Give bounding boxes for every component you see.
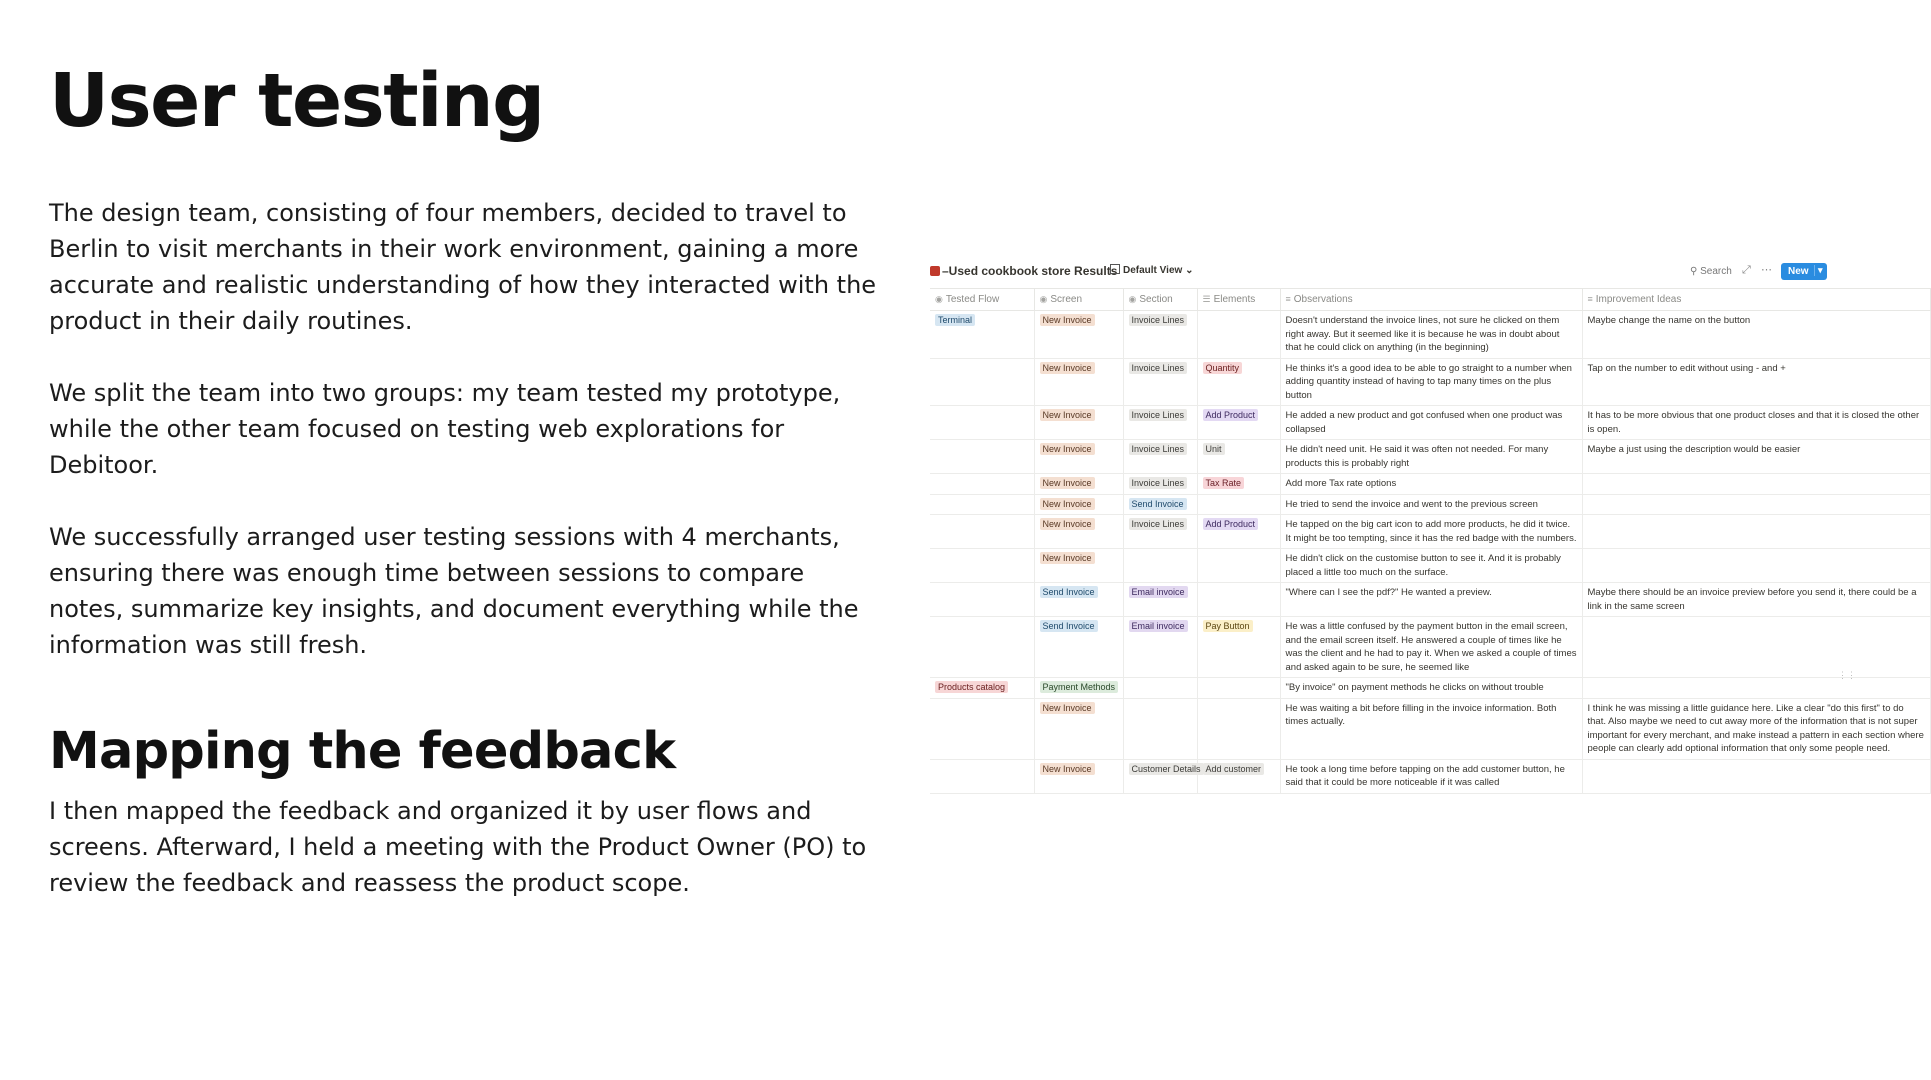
section-cell[interactable]	[1123, 759, 1201, 793]
screen-cell[interactable]	[1034, 583, 1123, 617]
select-icon: ◉	[1128, 294, 1137, 304]
column-header-screen[interactable]	[1034, 289, 1123, 311]
tested-flow-cell[interactable]	[930, 440, 1034, 474]
section-cell[interactable]	[1123, 474, 1197, 495]
screen-tag: Send Invoice	[1040, 586, 1098, 598]
section-tag: Email invoice	[1129, 586, 1188, 598]
improvement-idea-cell[interactable]	[1582, 406, 1930, 440]
table-row[interactable]	[930, 549, 1930, 583]
section-tag: Invoice Lines	[1129, 314, 1188, 326]
section-cell[interactable]	[1123, 617, 1197, 678]
screen-cell[interactable]	[1034, 311, 1123, 359]
table-row[interactable]	[930, 440, 1930, 474]
list-icon: ☰	[1202, 294, 1211, 304]
section-cell[interactable]	[1123, 515, 1197, 549]
improvement-idea-cell[interactable]	[1582, 549, 1930, 583]
new-dropdown-chevron-icon[interactable]: ▾	[1814, 265, 1823, 276]
section-subtitle: Mapping the feedback	[49, 722, 676, 781]
element-tag: Add customer	[1203, 763, 1265, 775]
observation-cell[interactable]	[1280, 617, 1582, 678]
paragraph-mapping: I then mapped the feedback and organized it by user flows and screens. Afterward, I held a meeting with the Product Owner (PO) to review the feedback and reassess the product scope.	[49, 797, 867, 897]
observation-text: He was a little confused by the payment button in the email screen, and the email screen itself. He answered a couple of times like he was the client and he had to pay it. When we asked a couple of times and asked again to be sure, he seemed like	[1285, 621, 1577, 673]
feedback-table-screenshot	[930, 258, 1924, 828]
observation-cell[interactable]	[1280, 406, 1582, 440]
paragraph-intro: The design team, consisting of four members, decided to travel to Berlin to visit merchants in their work environment, gaining a more accurate and realistic understanding of how they interacted with the product in their daily routines.	[49, 199, 877, 335]
tested-flow-cell[interactable]	[930, 494, 1034, 515]
table-row[interactable]	[930, 617, 1930, 678]
observation-text: He tapped on the big cart icon to add more products, he did it twice. It might be too tempting, since it has the red badge with the numbers.	[1285, 519, 1577, 544]
observation-cell[interactable]	[1280, 698, 1582, 759]
section-cell[interactable]	[1123, 583, 1197, 617]
observation-cell[interactable]	[1280, 759, 1582, 793]
element-tag: Tax Rate	[1203, 477, 1245, 489]
page-title: User testing	[49, 58, 544, 144]
observation-cell[interactable]	[1280, 583, 1582, 617]
section-tag: Email invoice	[1129, 620, 1188, 632]
section-cell[interactable]	[1123, 358, 1197, 406]
column-label: Observations	[1293, 294, 1353, 305]
observation-text: He didn't click on the customise button to see it. And it is probably placed a little too much on the surface.	[1285, 553, 1561, 578]
screen-cell[interactable]	[1034, 440, 1123, 474]
expand-icon[interactable]: ⤢	[1742, 264, 1751, 276]
new-button-label: New	[1788, 266, 1809, 277]
column-header-tested-flow[interactable]	[930, 289, 1034, 311]
tested-flow-tag: Terminal	[935, 314, 975, 326]
element-tag: Quantity	[1203, 362, 1243, 374]
tested-flow-cell[interactable]	[930, 474, 1034, 495]
tested-flow-cell[interactable]	[930, 583, 1034, 617]
table-row[interactable]	[930, 678, 1930, 699]
observation-text: Add more Tax rate options	[1285, 478, 1397, 489]
observation-cell[interactable]	[1280, 311, 1582, 359]
observation-text: Doesn't understand the invoice lines, not sure he clicked on them right away. But it seemed like it is because he was in doubt about that he could click on anything (in the beginning)	[1285, 315, 1560, 353]
table-row[interactable]	[930, 311, 1930, 359]
improvement-idea-cell[interactable]	[1582, 358, 1930, 406]
improvement-idea-cell[interactable]	[1582, 440, 1930, 474]
more-icon[interactable]: ⋯	[1761, 264, 1772, 276]
section-cell[interactable]	[1123, 678, 1197, 699]
search-button[interactable]	[1690, 266, 1732, 277]
screen-tag: Payment Methods	[1040, 681, 1119, 693]
column-header-elements[interactable]	[1197, 289, 1280, 311]
improvement-idea-cell[interactable]	[1582, 583, 1930, 617]
table-row[interactable]	[930, 583, 1930, 617]
improvement-idea-cell[interactable]	[1582, 698, 1930, 759]
section-tag: Send Invoice	[1129, 498, 1187, 510]
search-label: Search	[1700, 266, 1732, 277]
column-label: Elements	[1213, 294, 1256, 305]
observation-text: He added a new product and got confused when one product was collapsed	[1285, 410, 1563, 435]
paragraph-groups: We split the team into two groups: my team tested my prototype, while the other team focused on testing web explorations for Debitoor.	[49, 379, 841, 479]
element-cell[interactable]	[1197, 406, 1280, 440]
section-tag: Customer Details	[1129, 763, 1204, 775]
element-cell[interactable]	[1197, 494, 1280, 515]
improvement-idea-text: Maybe a just using the description would be easier	[1587, 444, 1801, 455]
observation-text: He didn't need unit. He said it was often not needed. For many products this is probably right	[1285, 444, 1549, 469]
observation-text: He tried to send the invoice and went to the previous screen	[1285, 498, 1538, 510]
screen-cell[interactable]	[1034, 678, 1123, 699]
screen-cell[interactable]	[1034, 358, 1123, 406]
column-label: Improvement Ideas	[1595, 294, 1682, 305]
column-label: Tested Flow	[945, 294, 1000, 305]
section-cell[interactable]	[1123, 406, 1197, 440]
improvement-idea-text: Maybe there should be an invoice preview before you send it, there could be a link in the same screen	[1587, 587, 1917, 612]
section-cell[interactable]	[1123, 311, 1197, 359]
observation-text: "Where can I see the pdf?" He wanted a preview.	[1285, 587, 1492, 598]
screen-tag: New Invoice	[1040, 552, 1095, 564]
element-cell[interactable]	[1197, 311, 1280, 359]
element-cell[interactable]	[1197, 759, 1280, 793]
improvement-idea-cell[interactable]	[1582, 678, 1930, 699]
screen-cell[interactable]	[1034, 406, 1123, 440]
table-row[interactable]	[930, 494, 1930, 515]
improvement-idea-cell[interactable]	[1582, 515, 1930, 549]
observation-cell[interactable]	[1280, 678, 1582, 699]
section-tag: Invoice Lines	[1129, 477, 1188, 489]
new-button[interactable]	[1781, 263, 1827, 280]
improvement-idea-text: It has to be more obvious that one product closes and that it is closed the other is open.	[1587, 410, 1920, 435]
database-title-text: –Used cookbook store Results	[942, 264, 1118, 278]
screen-cell[interactable]	[1034, 698, 1123, 759]
section-tag: Invoice Lines	[1129, 518, 1188, 530]
screen-tag: New Invoice	[1040, 702, 1095, 714]
improvement-idea-cell[interactable]	[1582, 474, 1930, 495]
column-header-improvement-ideas[interactable]	[1582, 289, 1930, 311]
screen-tag: New Invoice	[1040, 409, 1095, 421]
screen-tag: New Invoice	[1040, 518, 1095, 530]
feedback-table	[930, 288, 1931, 794]
element-tag: Pay Button	[1203, 620, 1253, 632]
tested-flow-cell[interactable]	[930, 311, 1034, 359]
screen-tag: New Invoice	[1040, 362, 1095, 374]
element-cell[interactable]	[1197, 698, 1280, 759]
element-tag: Add Product	[1203, 518, 1259, 530]
screen-tag: New Invoice	[1040, 477, 1095, 489]
table-row[interactable]	[930, 698, 1930, 759]
table-icon	[1110, 264, 1120, 274]
column-label: Section	[1139, 294, 1173, 305]
observation-text: "By invoice" on payment methods he clicks on without trouble	[1285, 682, 1544, 693]
screen-cell[interactable]	[1034, 617, 1123, 678]
screen-cell[interactable]	[1034, 759, 1123, 793]
tested-flow-cell[interactable]	[930, 515, 1034, 549]
section-cell[interactable]	[1123, 698, 1197, 759]
tested-flow-cell[interactable]	[930, 406, 1034, 440]
table-row[interactable]	[930, 406, 1930, 440]
element-cell[interactable]	[1197, 474, 1280, 495]
observation-text: He thinks it's a good idea to be able to go straight to a number when adding quantity instead of having to tap many times on the plus button	[1285, 362, 1572, 401]
element-tag: Add Product	[1203, 409, 1259, 421]
element-cell[interactable]	[1197, 549, 1280, 583]
screen-tag: New Invoice	[1040, 314, 1095, 326]
observation-cell[interactable]	[1280, 474, 1582, 495]
column-header-section[interactable]	[1123, 289, 1197, 311]
search-icon: ⚲	[1690, 266, 1698, 277]
screen-cell[interactable]	[1034, 515, 1123, 549]
section-cell[interactable]	[1123, 494, 1197, 515]
observation-cell[interactable]	[1280, 358, 1582, 406]
table-row[interactable]	[930, 474, 1930, 495]
tested-flow-cell[interactable]	[930, 617, 1034, 678]
tested-flow-cell[interactable]	[930, 358, 1034, 406]
table-row[interactable]	[930, 515, 1930, 549]
view-selector[interactable]	[1110, 264, 1193, 276]
element-cell[interactable]	[1197, 358, 1280, 406]
element-cell[interactable]	[1197, 617, 1280, 678]
improvement-idea-text: I think he was missing a little guidance here. Like a clear "do this first" to do that. Also maybe we need to cut away more of the information that is not super important for every merchant, and make instead a pattern in each section where people can clearly add optional information that only some people need.	[1587, 702, 1924, 754]
section-cell[interactable]	[1123, 549, 1197, 583]
tested-flow-cell[interactable]	[930, 759, 1034, 793]
section-tag: Invoice Lines	[1129, 443, 1188, 455]
element-tag: Unit	[1203, 443, 1225, 455]
observation-cell[interactable]	[1280, 549, 1582, 583]
table-row[interactable]	[930, 759, 1930, 793]
observation-text: He took a long time before tapping on the add customer button, he said that it could be more noticeable if it was called	[1285, 763, 1565, 788]
screen-cell[interactable]	[1034, 494, 1123, 515]
improvement-idea-cell[interactable]	[1582, 494, 1930, 515]
paragraph-sessions: We successfully arranged user testing sessions with 4 merchants, ensuring there was enough time between sessions to compare notes, summarize key insights, and document everything while the information was still fresh.	[49, 523, 859, 659]
table-toolbar	[930, 258, 1886, 288]
improvement-idea-text: Tap on the number to edit without using - and +	[1587, 362, 1786, 374]
database-title[interactable]	[930, 264, 1117, 278]
tested-flow-cell[interactable]	[930, 678, 1034, 699]
screen-tag: Send Invoice	[1040, 620, 1098, 632]
element-cell[interactable]	[1197, 678, 1280, 699]
book-icon	[930, 266, 940, 276]
column-header-observations[interactable]	[1280, 289, 1582, 311]
screen-tag: New Invoice	[1040, 763, 1095, 775]
chevron-down-icon: ⌄	[1185, 265, 1194, 276]
screen-cell[interactable]	[1034, 474, 1123, 495]
section-tag: Invoice Lines	[1129, 409, 1188, 421]
observation-cell[interactable]	[1280, 515, 1582, 549]
select-icon: ◉	[1039, 294, 1048, 304]
element-cell[interactable]	[1197, 583, 1280, 617]
drag-handle-icon[interactable]: ⋮⋮	[1838, 670, 1856, 680]
section-tag: Invoice Lines	[1129, 362, 1188, 374]
view-label: Default View	[1123, 265, 1183, 276]
tested-flow-cell[interactable]	[930, 549, 1034, 583]
screen-tag: New Invoice	[1040, 498, 1095, 510]
observation-cell[interactable]	[1280, 494, 1582, 515]
table-row[interactable]	[930, 358, 1930, 406]
tested-flow-tag: Products catalog	[935, 681, 1008, 693]
improvement-idea-cell[interactable]	[1582, 311, 1930, 359]
observation-cell[interactable]	[1280, 440, 1582, 474]
select-icon: ◉	[935, 294, 943, 304]
element-cell[interactable]	[1197, 440, 1280, 474]
text-icon: ≡	[1587, 294, 1593, 304]
improvement-idea-cell[interactable]	[1582, 617, 1930, 678]
element-cell[interactable]	[1197, 515, 1280, 549]
section-cell[interactable]	[1123, 440, 1197, 474]
article	[49, 52, 879, 901]
screen-tag: New Invoice	[1040, 443, 1095, 455]
table-header-row	[930, 289, 1930, 311]
column-label: Screen	[1050, 294, 1083, 305]
improvement-idea-cell[interactable]	[1582, 759, 1930, 793]
tested-flow-cell[interactable]	[930, 698, 1034, 759]
improvement-idea-text: Maybe change the name on the button	[1587, 315, 1751, 326]
observation-text: He was waiting a bit before filling in the invoice information. Both times actually.	[1285, 702, 1557, 727]
text-icon: ≡	[1285, 294, 1291, 304]
screen-cell[interactable]	[1034, 549, 1123, 583]
